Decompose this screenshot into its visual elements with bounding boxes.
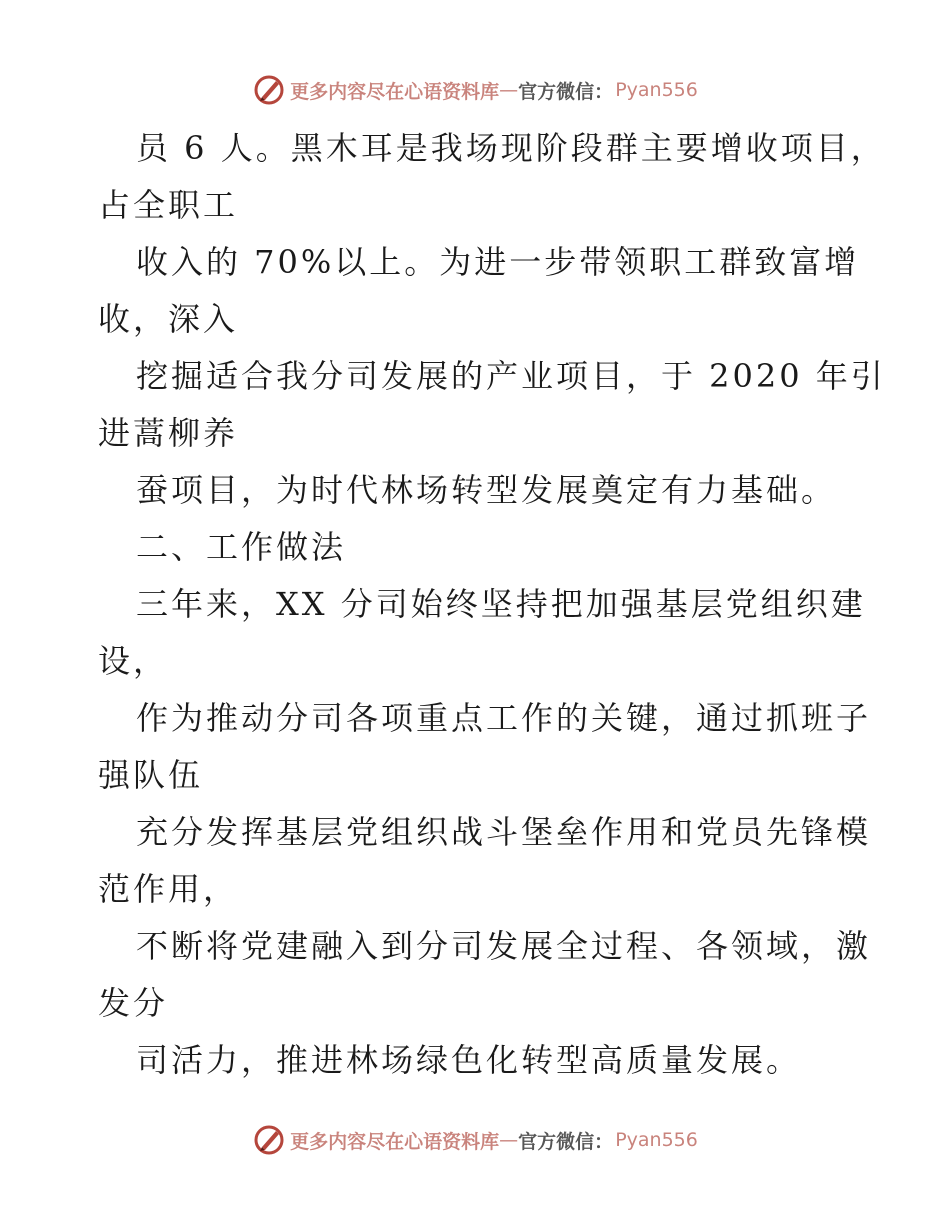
text-line: 挖掘适合我分司发展的产业项目，于 2020 年引 — [136, 357, 886, 395]
watermark-separator: — — [499, 1129, 519, 1151]
text-line: 司活力，推进林场绿色化转型高质量发展。 — [136, 1041, 802, 1079]
watermark-separator: — — [499, 79, 519, 101]
watermark-wechat-id: Pyan556 — [615, 79, 698, 101]
pen-logo-icon — [252, 73, 286, 107]
pen-logo-icon — [252, 1123, 286, 1157]
text-line: 收入的 70%以上。为进一步带领职工群致富增 — [136, 243, 860, 281]
text-line: 三年来，XX 分司始终坚持把加强基层党组织建 — [136, 585, 866, 623]
text-line: 充分发挥基层党组织战斗堡垒作用和党员先锋模 — [136, 813, 872, 851]
text-line: 进蒿柳养 — [98, 414, 239, 452]
watermark-wechat-id: Pyan556 — [615, 1129, 698, 1151]
watermark-wechat-label: 官方微信： — [518, 80, 614, 103]
text-line: 不断将党建融入到分司发展全过程、各领域，激 — [136, 927, 872, 965]
text-line: 强队伍 — [98, 756, 204, 794]
watermark-main-text: 更多内容尽在心语资料库 — [290, 1130, 500, 1153]
watermark-wechat-label: 官方微信： — [518, 1130, 614, 1153]
text-line: 蚕项目，为时代林场转型发展奠定有力基础。 — [136, 471, 837, 509]
document-body — [98, 120, 886, 1089]
text-line: 发分 — [98, 984, 169, 1022]
text-line: 收，深入 — [98, 300, 239, 338]
header-watermark — [0, 70, 950, 110]
text-line: 占全职工 — [98, 186, 239, 224]
text-line: 员 6 人。黑木耳是我场现阶段群主要增收项目， — [136, 129, 886, 167]
text-line: 范作用， — [98, 870, 239, 908]
watermark-main-text: 更多内容尽在心语资料库 — [290, 80, 500, 103]
text-line: 作为推动分司各项重点工作的关键，通过抓班子 — [136, 699, 872, 737]
text-line: 设， — [98, 642, 169, 680]
footer-watermark — [0, 1120, 950, 1160]
text-line: 二、工作做法 — [136, 528, 347, 566]
